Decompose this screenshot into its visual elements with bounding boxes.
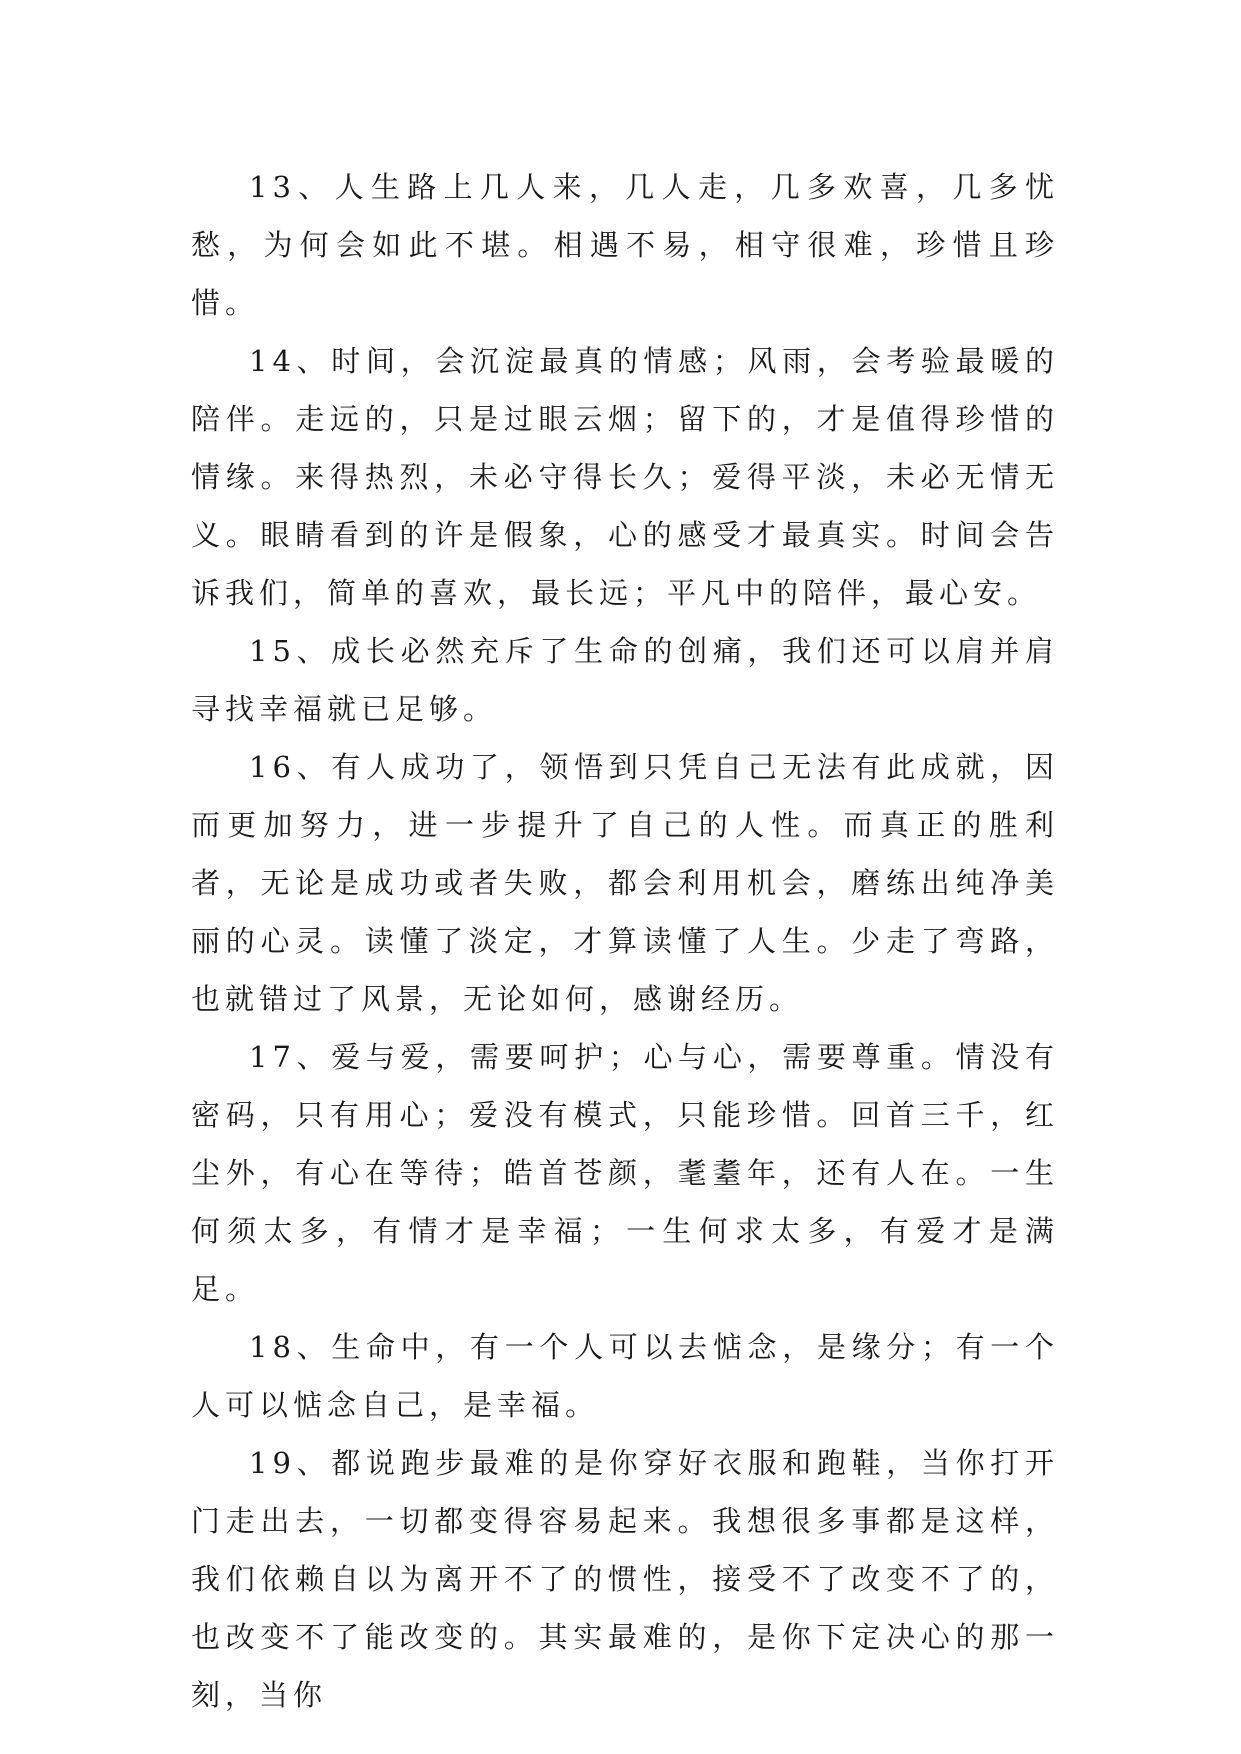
paragraph-19: 19、都说跑步最难的是你穿好衣服和跑鞋，当你打开门走出去，一切都变得容易起来。我想很多事都是这样，我们依赖自以为离开不了的惯性，接受不了改变不了的，也改变不了能改变的。其实最难的，是你下定决心的那一刻，当你 <box>191 1446 1059 1712</box>
paragraph-14: 14、时间，会沉淀最真的情感；风雨，会考验最暖的陪伴。走远的，只是过眼云烟；留下的，才是值得珍惜的情缘。来得热烈，未必守得长久；爱得平淡，未必无情无义。眼睛看到的许是假象，心的感受才最真实。时间会告诉我们，简单的喜欢，最长远；平凡中的陪伴，最心安。 <box>191 344 1059 610</box>
paragraph-18: 18、生命中，有一个人可以去惦念，是缘分；有一个人可以惦念自己，是幸福。 <box>191 1330 1059 1422</box>
paragraph-16: 16、有人成功了，领悟到只凭自己无法有此成就，因而更加努力，进一步提升了自己的人性。而真正的胜利者，无论是成功或者失败，都会利用机会，磨练出纯净美丽的心灵。读懂了淡定，才算读懂了人生。少走了弯路，也就错过了风景，无论如何，感谢经历。 <box>191 750 1059 1016</box>
paragraph-13: 13、人生路上几人来，几人走，几多欢喜，几多忧愁，为何会如此不堪。相遇不易，相守很难，珍惜且珍惜。 <box>191 170 1059 320</box>
paragraph-15: 15、成长必然充斥了生命的创痛，我们还可以肩并肩寻找幸福就已足够。 <box>191 634 1059 726</box>
document-body <box>191 158 1059 1724</box>
paragraph-17: 17、爱与爱，需要呵护；心与心，需要尊重。情没有密码，只有用心；爱没有模式，只能珍惜。回首三千，红尘外，有心在等待；皓首苍颜，耄耋年，还有人在。一生何须太多，有情才是幸福；一生何求太多，有爱才是满足。 <box>191 1040 1059 1306</box>
